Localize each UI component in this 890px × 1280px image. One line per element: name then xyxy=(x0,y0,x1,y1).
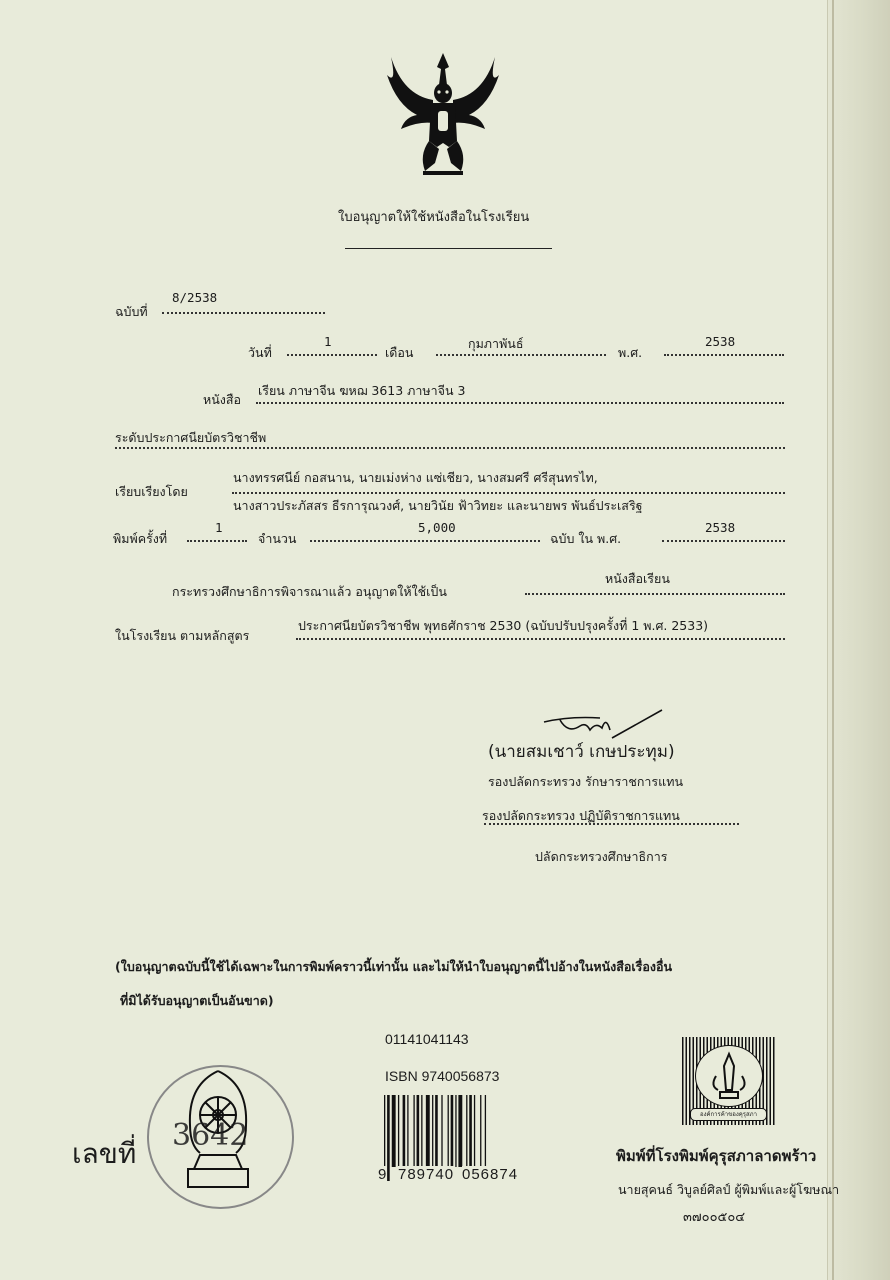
barcode-bar xyxy=(387,1095,390,1181)
authors-line2: นางสาวประภัสสร ธีรการุณวงศ์, นายวินัย ฟ้าวิทยะ และนายพร พันธ์ประเสริฐ xyxy=(233,498,643,513)
page-edge xyxy=(827,0,890,1280)
barcode-bar xyxy=(407,1095,408,1167)
signatory-name: (นายสมเชาว์ เกษประทุม) xyxy=(488,742,675,762)
barcode-digits-right: 056874 xyxy=(462,1166,519,1183)
publisher-name: นายสุคนธ์ วิบูลย์ศิลป์ ผู้พิมพ์และผู้โฆษณา xyxy=(618,1182,840,1197)
barcode-bar xyxy=(403,1095,406,1167)
barcode-bar xyxy=(448,1095,449,1167)
isbn-text: ISBN 9740056873 xyxy=(385,1068,500,1084)
barcode-bar xyxy=(455,1095,456,1167)
barcode-bar xyxy=(451,1095,454,1167)
note-line-1: (ใบอนุญาตฉบับนี้ใช้ได้เฉพาะในการพิมพ์คราวนี้เท่านั้น และไม่ให้นำใบอนุญาตนี้ไปอ้างในหนังสือเรื่องอื่น xyxy=(115,959,673,974)
day-value: 1 xyxy=(324,334,332,349)
level-dots xyxy=(115,447,785,449)
edition-dots xyxy=(162,312,325,314)
authors-line1: นางทรรศนีย์ กอสนาน, นายเม่งห่าง แซ่เชียว, นางสมศรี ศรีสุนทรไท, xyxy=(233,470,598,485)
signatory-title-2: รองปลัดกระทรวง ปฏิบัติราชการแทน xyxy=(482,808,680,823)
book-label: หนังสือ xyxy=(203,392,242,407)
book-value: เรียน ภาษาจีน ฆหฌ 3613 ภาษาจีน 3 xyxy=(258,383,466,398)
print-code: ๓๗๐๐๕๐๔ xyxy=(683,1210,746,1225)
year-dots xyxy=(664,354,784,356)
barcode-bar xyxy=(417,1095,420,1167)
barcode-bar xyxy=(458,1095,462,1167)
copies-year-label: ฉบับ ใน พ.ศ. xyxy=(550,531,622,546)
approval-label: กระทรวงศึกษาธิการพิจารณาแล้ว อนุญาตให้ใช้เป็น xyxy=(172,584,447,599)
copies-year-value: 2538 xyxy=(705,520,736,535)
print-value: 1 xyxy=(215,520,223,535)
curriculum-label: ในโรงเรียน ตามหลักสูตร xyxy=(115,628,250,643)
barcode-bar xyxy=(466,1095,467,1167)
fold-line xyxy=(832,0,834,1280)
product-code: 01141041143 xyxy=(385,1031,469,1047)
approval-value: หนังสือเรียน xyxy=(605,571,670,586)
garuda-emblem-icon xyxy=(383,45,503,177)
month-label: เดือน xyxy=(385,345,414,360)
stamp-number: 3642 xyxy=(172,1118,249,1153)
barcode-bar xyxy=(441,1095,442,1167)
curriculum-value: ประกาศนียบัตรวิชาชีพ พุทธศักราช 2530 (ฉบับปรับปรุงครั้งที่ 1 พ.ศ. 2533) xyxy=(298,618,709,633)
curriculum-dots xyxy=(296,638,785,640)
barcode-bar xyxy=(421,1095,422,1167)
barcode-bar xyxy=(474,1095,475,1167)
printer-name: พิมพ์ที่โรงพิมพ์คุรุสภาลาดพร้าว xyxy=(616,1147,817,1165)
month-value: กุมภาพันธ์ xyxy=(468,336,524,351)
note-line-2: ที่มิได้รับอนุญาตเป็นอันขาด) xyxy=(120,993,274,1008)
barcode-digits-left: 789740 xyxy=(398,1166,455,1183)
authors-label: เรียบเรียงโดย xyxy=(115,484,188,499)
logo-caption: องค์การค้าของคุรุสภา xyxy=(690,1108,767,1121)
number-label: เลขที่ xyxy=(72,1137,137,1170)
barcode-digit-prefix: 9 xyxy=(378,1166,387,1183)
kurusapha-logo xyxy=(682,1037,775,1125)
barcode-bar xyxy=(426,1095,430,1167)
barcode-bar xyxy=(480,1095,481,1167)
barcode-bar xyxy=(413,1095,414,1167)
quantity-dots xyxy=(310,540,540,542)
quantity-value: 5,000 xyxy=(418,520,456,535)
month-dots xyxy=(436,354,606,356)
barcode-bar xyxy=(398,1095,399,1167)
level-label: ระดับประกาศนียบัตรวิชาชีพ xyxy=(115,430,267,445)
signature-dots xyxy=(484,823,739,825)
kurusapha-emblem-icon xyxy=(695,1045,763,1107)
document-title: ใบอนุญาตให้ใช้หนังสือในโรงเรียน xyxy=(338,210,530,225)
edition-label: ฉบับที่ xyxy=(115,304,148,319)
title-underline xyxy=(345,248,552,249)
copies-year-dots xyxy=(662,540,785,542)
print-label: พิมพ์ครั้งที่ xyxy=(113,531,168,546)
edition-value: 8/2538 xyxy=(172,290,218,305)
barcode-bar xyxy=(392,1095,396,1167)
print-dots xyxy=(187,540,247,542)
signatory-position: ปลัดกระทรวงศึกษาธิการ xyxy=(535,849,668,864)
approval-dots xyxy=(525,593,785,595)
signatory-title-1: รองปลัดกระทรวง รักษาราชการแทน xyxy=(488,774,683,789)
quantity-label: จำนวน xyxy=(258,531,297,546)
book-dots xyxy=(256,402,784,404)
barcode-bar xyxy=(432,1095,433,1167)
day-dots xyxy=(287,354,377,356)
barcode-bar xyxy=(469,1095,472,1167)
day-label: วันที่ xyxy=(248,345,272,360)
year-label: พ.ศ. xyxy=(618,345,643,360)
authors-dots xyxy=(232,492,785,494)
year-value: 2538 xyxy=(705,334,736,349)
